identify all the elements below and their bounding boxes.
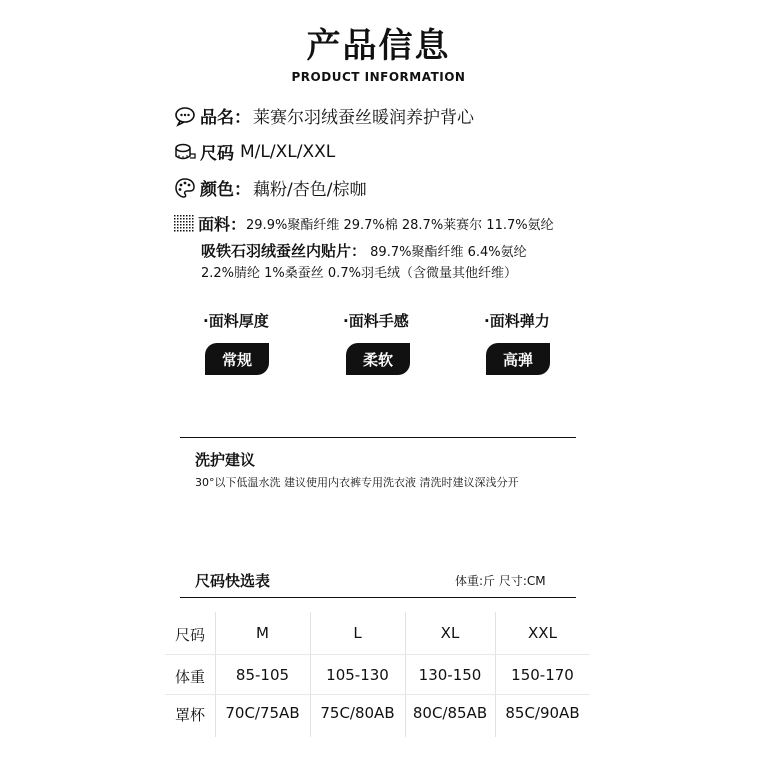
table-cell: 130-150	[418, 666, 482, 684]
size-value: M/L/XL/XXL	[240, 141, 336, 162]
pad-value: 89.7%聚酯纤维 6.4%氨纶	[370, 245, 527, 260]
feature-feel-label: ·面料手感	[343, 312, 409, 330]
color-label: 颜色：	[200, 180, 251, 200]
fabric-label: 面料：	[198, 215, 247, 234]
size-table-title: 尺码快选表	[195, 572, 271, 590]
feature-elasticity-value: 高弹	[486, 343, 550, 375]
page-subtitle: PRODUCT INFORMATION	[291, 70, 466, 84]
table-header-cell: XXL	[528, 624, 557, 642]
table-row-divider	[165, 694, 590, 695]
fabric-value: 29.9%聚酯纤维 29.7%棉 28.7%莱赛尔 11.7%氨纶	[246, 218, 554, 233]
product-name-row	[174, 103, 474, 128]
table-cell: 150-170	[511, 666, 574, 684]
feature-thickness-value: 常规	[205, 343, 269, 375]
size-row	[174, 139, 335, 164]
table-row-label: 体重	[174, 668, 205, 686]
color-row	[174, 175, 366, 200]
product-name-value: 莱赛尔羽绒蚕丝暖润养护背心	[253, 108, 474, 128]
table-cell: 70C/75AB	[225, 704, 300, 722]
page-title: 产品信息	[306, 26, 451, 66]
table-row-divider	[165, 654, 590, 655]
table-cell: 85C/90AB	[505, 704, 580, 722]
feature-elasticity-label: ·面料弹力	[484, 312, 550, 330]
size-table-divider	[180, 597, 576, 598]
tape-measure-icon	[174, 141, 196, 163]
table-header-cell: XL	[440, 624, 460, 642]
feature-feel-value: 柔软	[346, 343, 410, 375]
care-text: 30°以下低温水洗 建议使用内衣裤专用洗衣液 清洗时建议深浅分开	[195, 476, 519, 489]
pad-label: 吸铁石羽绒蚕丝内贴片：	[201, 242, 367, 260]
fabric-texture-icon	[174, 215, 194, 233]
table-header-cell: M	[256, 624, 269, 642]
table-cell: 80C/85AB	[412, 704, 488, 722]
speech-bubble-icon	[174, 105, 196, 127]
table-cell: 105-130	[326, 666, 389, 684]
color-value: 藕粉/杏色/棕咖	[253, 180, 367, 200]
table-cell: 75C/80AB	[320, 704, 395, 722]
table-header-cell: L	[353, 624, 362, 642]
care-divider	[180, 437, 576, 438]
size-table-unit: 体重:斤 尺寸:CM	[455, 574, 546, 588]
palette-icon	[174, 177, 196, 199]
product-name-label: 品名：	[200, 108, 251, 128]
table-header-cell: 尺码	[174, 626, 205, 644]
feature-thickness-label: ·面料厚度	[203, 312, 269, 330]
table-row-label: 罩杯	[174, 706, 205, 724]
pad-row	[201, 240, 527, 261]
pad-value-line2: 2.2%腈纶 1%桑蚕丝 0.7%羽毛绒（含微量其他纤维）	[201, 266, 517, 281]
size-table	[165, 612, 590, 737]
size-label: 尺码	[200, 144, 234, 164]
fabric-row	[174, 212, 554, 235]
table-cell: 85-105	[235, 666, 290, 684]
care-title: 洗护建议	[195, 451, 256, 469]
